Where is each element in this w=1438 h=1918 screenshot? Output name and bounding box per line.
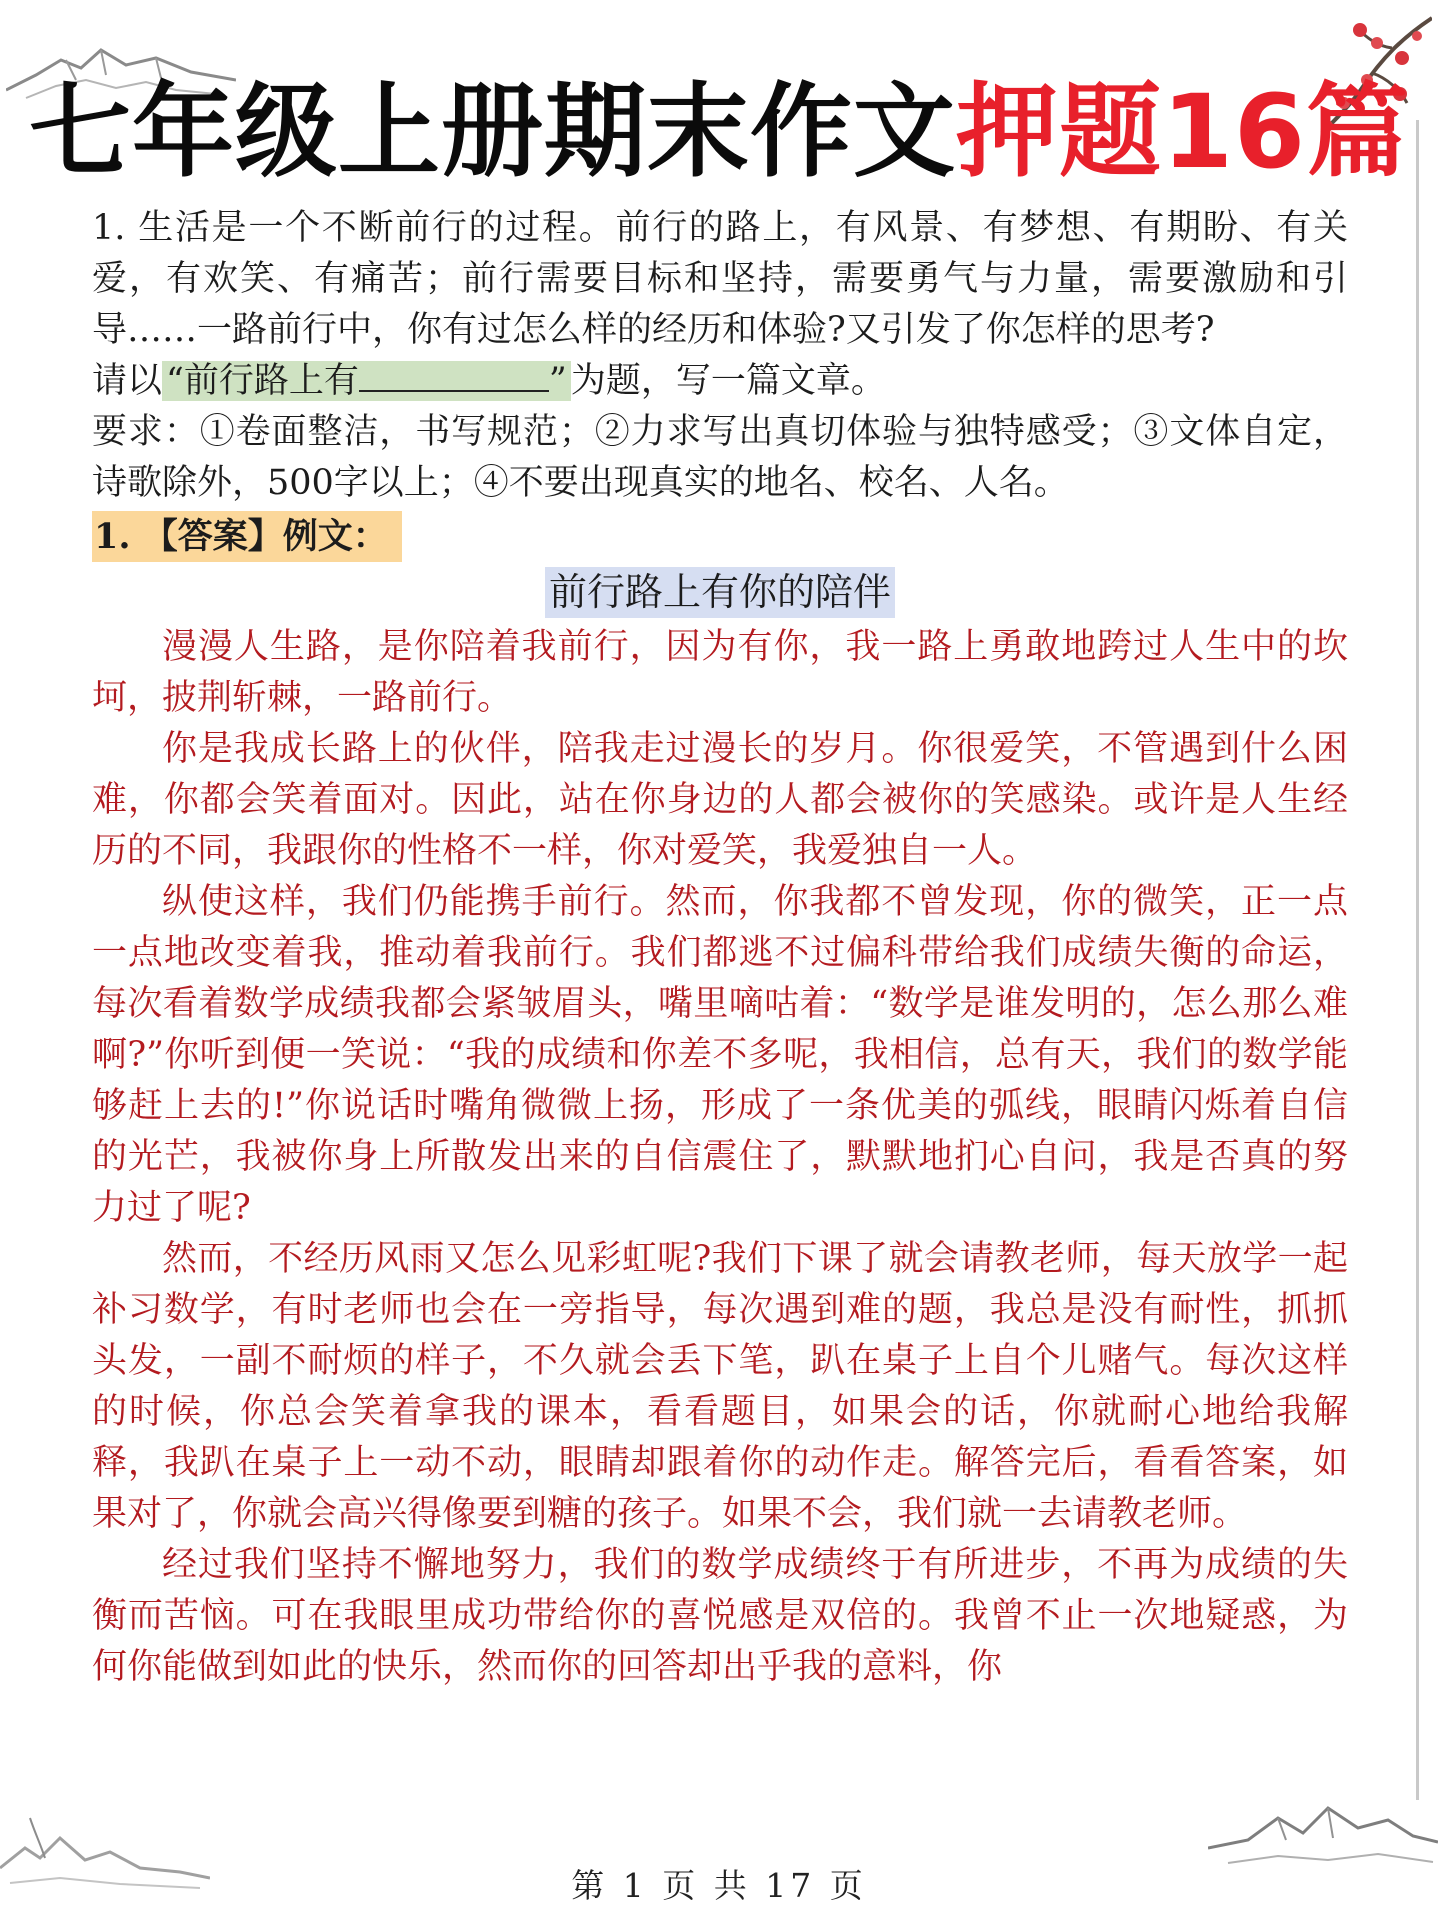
essay-title-row (92, 567, 1348, 620)
topic-quote-open: “前行路上有 (166, 361, 359, 401)
topic-blank-line (359, 360, 549, 392)
essay-paragraph: 漫漫人生路，是你陪着我前行，因为有你，我一路上勇敢地跨过人生中的坎坷，披荆斩棘，一路前行。 (92, 627, 1348, 718)
instruction-prefix: 请以 (92, 361, 163, 401)
document-content (92, 203, 1348, 1693)
essay-body (92, 622, 1348, 1693)
essay-paragraph: 你是我成长路上的伙伴，陪我走过漫长的岁月。你很爱笑，不管遇到什么困难，你都会笑着面对。因此，站在你身边的人都会被你的笑感染。或许是人生经历的不同，我跟你的性格不一样，你对爱笑，我爱独自一人。 (92, 729, 1348, 871)
answer-label-row (92, 509, 1348, 563)
prompt-paragraph: 1. 生活是一个不断前行的过程。前行的路上，有风景、有梦想、有期盼、有关爱，有欢笑、有痛苦；前行需要目标和坚持，需要勇气与力量，需要激励和引导……一路前行中，你有过怎么样的经历和体验?又引发了你怎样的思考? (92, 208, 1348, 350)
page-title (0, 58, 1438, 208)
essay-paragraph: 然而，不经历风雨又怎么见彩虹呢?我们下课了就会请教老师，每天放学一起补习数学，有时老师也会在一旁指导，每次遇到难的题，我总是没有耐性，抓抓头发，一副不耐烦的样子，不久就会丢下笔，趴在桌子上自个儿赌气。每次这样的时候，你总会笑着拿我的课本，看看题目，如果会的话，你就耐心地给我解释，我趴在桌子上一动不动，眼睛却跟着你的动作走。解答完后，看看答案，如果对了，你就会高兴得像要到糖的孩子。如果不会，我们就一去请教老师。 (92, 1239, 1348, 1534)
title-black-part: 七年级上册期末作文 (29, 73, 957, 192)
essay-paragraph: 经过我们坚持不懈地努力，我们的数学成绩终于有所进步，不再为成绩的失衡而苦恼。可在我眼里成功带给你的喜悦感是双倍的。我曾不止一次地疑惑，为何你能做到如此的快乐，然而你的回答却出乎我的意料，你 (92, 1545, 1348, 1687)
prompt-instruction (92, 356, 1348, 407)
page-number-footer: 第 1 页 共 17 页 (571, 1866, 867, 1905)
answer-label: 1. 【答案】例文： (92, 511, 402, 562)
border-stroke-decoration (1416, 120, 1420, 1800)
instruction-suffix: 为题，写一篇文章。 (570, 361, 886, 401)
title-red-part: 押题16篇 (956, 73, 1409, 192)
topic-quote-close: ” (548, 361, 567, 401)
essay-paragraph: 纵使这样，我们仍能携手前行。然而，你我都不曾发现，你的微笑，正一点一点地改变着我，推动着我前行。我们都逃不过偏科带给我们成绩失衡的命运，每次看着数学成绩我都会紧皱眉头，嘴里嘀咕着：“数学是谁发明的，怎么那么难啊?”你听到便一笑说：“我的成绩和你差不多呢，我相信，总有天，我们的数学能够赶上去的!”你说话时嘴角微微上扬，形成了一条优美的弧线，眼睛闪烁着自信的光芒，我被你身上所散发出来的自信震住了，默默地扪心自问，我是否真的努力过了呢? (92, 882, 1348, 1228)
essay-title: 前行路上有你的陪伴 (545, 567, 895, 618)
topic-highlight (162, 361, 571, 401)
prompt-requirements: 要求：①卷面整洁，书写规范；②力求写出真切体验与独特感受；③文体自定，诗歌除外，500字以上；④不要出现真实的地名、校名、人名。 (92, 412, 1348, 503)
